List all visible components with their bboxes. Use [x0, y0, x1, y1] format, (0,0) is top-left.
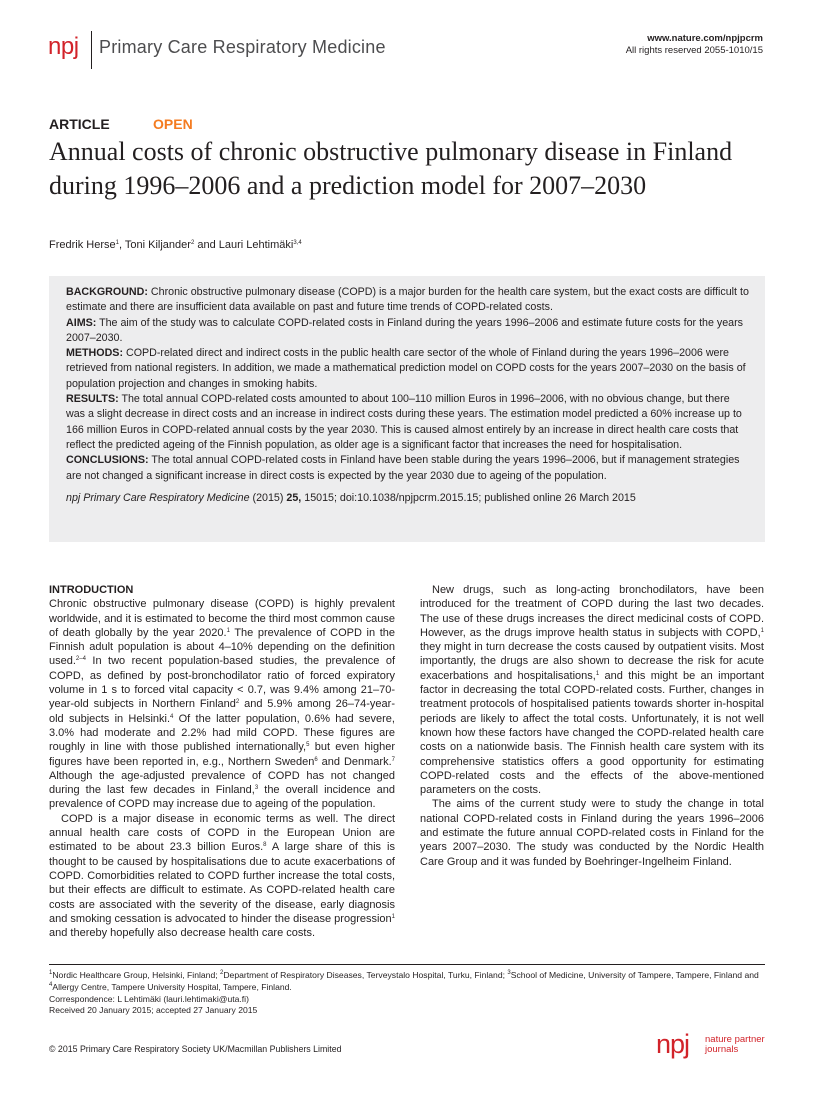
npj-logo: npj [48, 33, 79, 60]
abstract-conclusions: CONCLUSIONS: The total annual COPD-related costs in Finland have been stable during the years 1996–2006, but if management strategies are not changed a significant increase in direct costs is expected by the year 2030 due to ageing of the population. [66, 454, 740, 482]
rights-text: All rights reserved 2055-1010/15 [625, 45, 763, 56]
author-name: Toni Kiljander [124, 239, 191, 251]
abstract-methods: METHODS: COPD-related direct and indirect costs in the public health care sector of the whole of Finland during the years 1996–2006 were retrieved from national registers. In addition, we made a mathematical prediction model on COPD costs for the years 2007–2030 on the basis of population projection and changes in smoking habits. [66, 347, 746, 390]
header-info [626, 33, 763, 57]
footnote-rule [49, 964, 765, 965]
abstract-results: RESULTS: The total annual COPD-related costs amounted to about 100–110 million Euros in 1996–2006, with no obvious change, but there was a slight decrease in direct costs and an increase in indirect costs during these years. The estimation model predicted a 60% increase up to 166 million Euros in COPD-related annual costs by the year 2030. This is caused almost entirely by an increase in direct health care costs that reflect the predicted ageing of the Finnish population, as older age is a significant factor that increases the need for hospitalisation. [66, 393, 742, 451]
journal-url[interactable]: www.nature.com/npjpcrm [647, 33, 763, 44]
paragraph-3: New drugs, such as long-acting bronchodilators, have been introduced for the treatment of COPD during the last two decades. The use of these drugs increases the direct medicinal costs of COPD. However, as the drugs improve health status in subjects with COPD,$^1$ they might in turn decrease the costs caused by outpatient visits. Most importantly, the drugs are also shown to decrease the risk for acute exacerbations and hospitalisations,$^1$ and this might be an important factor in decreasing the total COPD-related costs. Further, changes in treatment protocols of hospitalised patients towards shorter in-hospital periods are likely to affect the total costs. Unfortunately, it is not well known how these factors have changed the COPD-related health care costs on a nationwide basis. The Finnish health care system with its comprehensive statistics offers a good opportunity for estimating COPD-related costs and the effects of the above-mentioned parameters on the costs. [420, 584, 764, 797]
article-title: Annual costs of chronic obstructive pulmonary disease in Finland during 1996–2006 and a prediction model for 2007–2030 [49, 137, 733, 200]
paragraph-2: COPD is a major disease in economic terms as well. The direct annual health care costs of COPD in the European Union are estimated to be about 23.3 billion Euros.$^8$ A large share of this is thought to be caused by hospitalisations due to acute exacerbations of COPD. Comorbidities related to COPD further increase the total costs, but their effects are difficult to estimate. As COPD-related health care costs are associated with the severity of the disease, early diagnosis and smoking cessation is advocated to hinder the disease progression$^1$ and thereby hopefully also decrease health care costs. [49, 812, 395, 940]
abstract-aims: AIMS: The aim of the study was to calculate COPD-related costs in Finland during the years 1996–2006 and estimate future costs for the years 2007–2030. [66, 316, 744, 344]
article-type: ARTICLE [49, 116, 110, 132]
affiliations: $^1$Nordic Healthcare Group, Helsinki, Finland; $^2$Department of Respiratory Diseases, Terveystalo Hospital, Turku, Finland; $^3$School of Medicine, University of Tampere, Tampere, Finland and $^4$Allergy Centre, Tampere University Hospital, Tampere, Finland. [49, 970, 759, 992]
journal-name: Primary Care Respiratory Medicine [99, 37, 386, 57]
author-list: Fredrik Herse$^1$, Toni Kiljander$^2$ and Lauri Lehtimäki$^{3,4}$ [49, 239, 302, 251]
paragraph-1: Chronic obstructive pulmonary disease (COPD) is highly prevalent worldwide, and it is estimated to become the third most common cause of death globally by the year 2020.$^1$ The prevalence of COPD in the Finnish adult population is about 4–10% depending on the definition used.$^{2-4}$ In two recent population-based studies, the prevalence of COPD, as defined by post-bronchodilator ratio of forced expiratory volume in 1 s to forced vital capacity < 0.7, was 9.4% among 21–70-year-old subjects in Northern Finland$^2$ and 5.9% among 26–74-year-old subjects in Helsinki.$^4$ Of the latter population, 0.6% had severe, 3.0% had moderate and 2.2% had mild COPD. These figures are roughly in line with those published internationally,$^5$ but even higher figures have been reported in, e.g., Northern Sweden$^6$ and Denmark.$^7$ Although the age-adjusted prevalence of COPD has not changed during the last few decades in Finland,$^3$ the overall incidence and prevalence of COPD may increase due to ageing of the population. [49, 598, 396, 811]
npj-footer-logo: npj [656, 1029, 690, 1059]
footnote-block [49, 970, 765, 1017]
header-divider [91, 31, 92, 69]
received-date: Received 20 January 2015; accepted 27 January 2015 [49, 1005, 258, 1016]
abstract-box [49, 276, 765, 542]
citation-line: npj Primary Care Respiratory Medicine (2015) 25, 15015; doi:10.1038/npjpcrm.2015.15; published online 26 March 2015 [66, 491, 636, 504]
open-access-badge: OPEN [153, 116, 193, 132]
paragraph-4: The aims of the current study were to study the change in total national COPD-related costs in Finland during the years 1996–2006 and estimate the future annual COPD-related costs in Finland for the years 2007–2030. The study was conducted by the Nordic Health Care Group and it was funded by Boehringer-Ingelheim Finland. [420, 798, 764, 868]
nature-partner-journals-logo: nature partner journals [705, 1034, 765, 1055]
right-column [420, 583, 764, 869]
correspondence: Correspondence: L Lehtimäki (lauri.lehtimaki@uta.fi) [49, 993, 249, 1004]
abstract-background: BACKGROUND: Chronic obstructive pulmonary disease (COPD) is a major burden for the health care system, but the exact costs are difficult to estimate and there are insufficient data available on past and future time trends of COPD-related costs. [66, 286, 749, 314]
copyright-notice: © 2015 Primary Care Respiratory Society UK/Macmillan Publishers Limited [49, 1044, 342, 1054]
author-name: Fredrik Herse [49, 239, 116, 251]
left-column [49, 583, 395, 940]
author-name: Lauri Lehtimäki [218, 239, 294, 251]
section-heading-introduction: INTRODUCTION [49, 584, 134, 596]
